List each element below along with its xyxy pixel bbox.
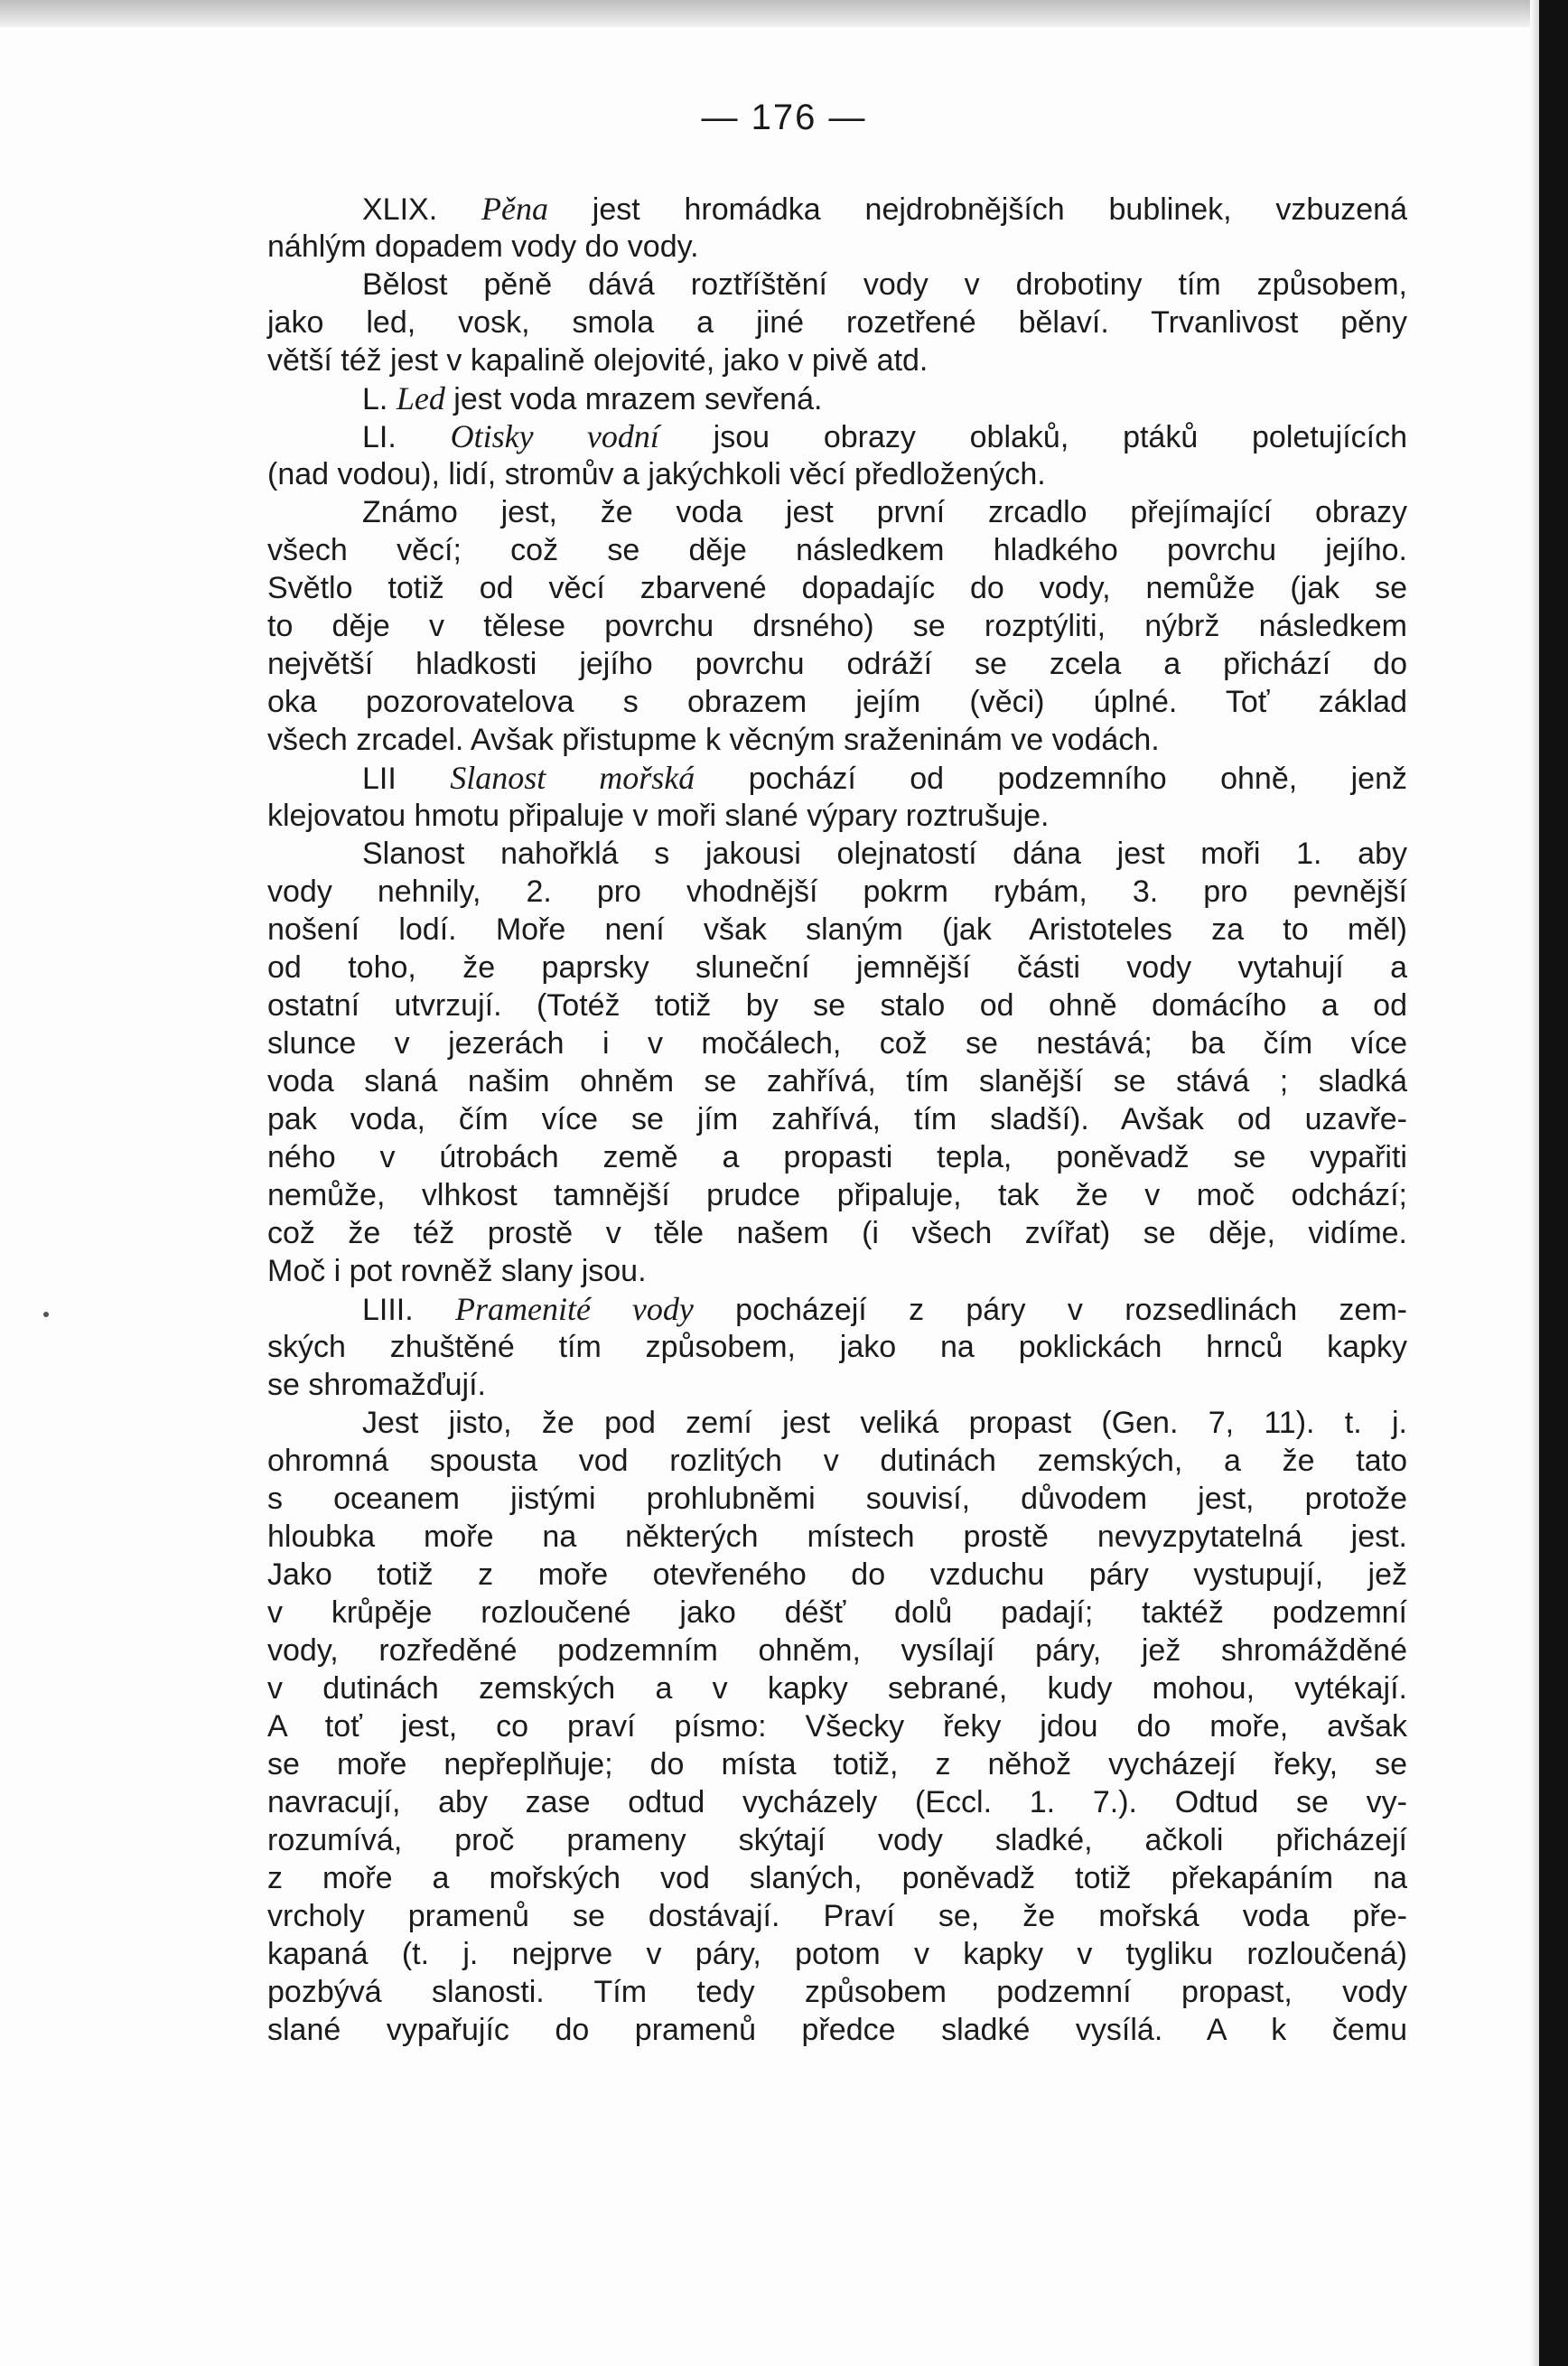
text-line bbox=[267, 835, 1407, 873]
line-text: to děje v tělese povrchu drsného) se rozptýliti, nýbrž následkem bbox=[267, 609, 1407, 643]
text-line bbox=[267, 1594, 1407, 1632]
line-text: Jako totiž z moře otevřeného do vzduchu páry vystupují, jež bbox=[267, 1557, 1407, 1592]
text-line bbox=[267, 531, 1407, 569]
italic-term: Slanost mořská bbox=[450, 760, 695, 796]
italic-term: Pramenité vody bbox=[455, 1291, 694, 1327]
text-line bbox=[267, 417, 1407, 455]
scan-edge-shade bbox=[1530, 0, 1539, 2366]
line-text: oka pozorovatelova s obrazem jejím (věci) úplné. Toť základ bbox=[267, 685, 1407, 719]
line-text: voda slaná našim ohněm se zahřívá, tím slanější se stává ; sladká bbox=[267, 1064, 1407, 1099]
text-line bbox=[267, 1669, 1407, 1707]
line-text: ného v útrobách země a propasti tepla, poněvadž se vypařiti bbox=[267, 1140, 1407, 1174]
line-text: jest hromádka nejdrobnějších bublinek, vzbuzená bbox=[547, 192, 1407, 227]
line-text: slané vypařujíc do pramenů předce sladké vysílá. A k čemu bbox=[267, 2013, 1407, 2047]
line-text: pocházejí z páry v rozsedlinách zem- bbox=[693, 1293, 1407, 1327]
text-line bbox=[267, 1480, 1407, 1518]
text-line bbox=[267, 1518, 1407, 1556]
text-line bbox=[267, 1024, 1407, 1062]
line-text: Slanost nahořklá s jakousi olejnatostí dána jest moři 1. aby bbox=[362, 837, 1407, 871]
line-text: Bělost pěně dává roztříštění vody v drobotiny tím způsobem, bbox=[362, 267, 1407, 302]
text-line bbox=[267, 987, 1407, 1024]
text-line bbox=[267, 228, 1407, 266]
text-line bbox=[267, 1062, 1407, 1100]
text-line bbox=[267, 1100, 1407, 1138]
text-line bbox=[267, 1138, 1407, 1176]
italic-term: Otisky vodní bbox=[450, 418, 659, 454]
line-text: ských zhuštěné tím způsobem, jako na poklickách hrnců kapky bbox=[267, 1330, 1407, 1364]
text-line bbox=[267, 759, 1407, 797]
text-line bbox=[267, 1366, 1407, 1404]
line-text: z moře a mořských vod slaných, poněvadž totiž překapáním na bbox=[267, 1861, 1407, 1895]
line-text: což že též prostě v těle našem (i všech zvířat) se děje, vidíme. bbox=[267, 1216, 1407, 1250]
line-text: slunce v jezerách i v močálech, což se nestává; ba čím více bbox=[267, 1026, 1407, 1061]
line-text: klejovatou hmotu připaluje v moři slané výpary roztrušuje. bbox=[267, 799, 1050, 833]
text-line bbox=[267, 1556, 1407, 1594]
line-text: vody nehnily, 2. pro vhodnější pokrm rybám, 3. pro pevnější bbox=[267, 874, 1407, 909]
text-line bbox=[267, 1745, 1407, 1783]
line-text: od toho, že paprsky sluneční jemnější části vody vytahují a bbox=[267, 950, 1407, 985]
line-text: jest voda mrazem sevřená. bbox=[444, 382, 823, 416]
text-line bbox=[267, 1821, 1407, 1859]
text-line bbox=[267, 190, 1407, 228]
line-text: pak voda, čím více se jím zahřívá, tím sladší). Avšak od uzavře- bbox=[267, 1102, 1407, 1136]
line-text: hloubka moře na některých místech prostě nevyzpytatelná jest. bbox=[267, 1520, 1407, 1554]
line-text: větší též jest v kapalině olejovité, jako v pivě atd. bbox=[267, 343, 929, 378]
text-line bbox=[267, 1783, 1407, 1821]
margin-speck bbox=[43, 1312, 49, 1317]
text-line bbox=[267, 1328, 1407, 1366]
line-text: největší hladkosti jejího povrchu odráží se zcela a přichází do bbox=[267, 647, 1407, 681]
text-line bbox=[267, 1442, 1407, 1480]
text-line bbox=[267, 1214, 1407, 1252]
line-text: (nad vodou), lidí, stromův a jakýchkoli věcí předložených. bbox=[267, 457, 1046, 491]
text-line bbox=[267, 569, 1407, 607]
text-line bbox=[267, 341, 1407, 379]
text-line bbox=[267, 1252, 1407, 1290]
italic-term: Led bbox=[396, 380, 445, 416]
line-text: LIII. bbox=[362, 1293, 456, 1327]
italic-term: Pěna bbox=[481, 191, 548, 227]
line-text: Známo jest, že voda jest první zrcadlo přejímající obrazy bbox=[362, 495, 1407, 529]
line-text: vody, rozředěné podzemním ohněm, vysílají páry, jež shromážděné bbox=[267, 1633, 1407, 1668]
line-text: všech zrcadel. Avšak přistupme k věcným sraženinám ve vodách. bbox=[267, 723, 1160, 757]
line-text: s oceanem jistými prohlubněmi souvisí, důvodem jest, protože bbox=[267, 1482, 1407, 1516]
line-text: všech věcí; což se děje následkem hladkého povrchu jejího. bbox=[267, 533, 1407, 567]
line-text: ohromná spousta vod rozlitých v dutinách zemských, a že tato bbox=[267, 1444, 1407, 1478]
line-text: Světlo totiž od věcí zbarvené dopadajíc do vody, nemůže (jak se bbox=[267, 571, 1407, 605]
line-text: náhlým dopadem vody do vody. bbox=[267, 229, 699, 264]
line-text: se moře nepřeplňuje; do místa totiž, z něhož vycházejí řeky, se bbox=[267, 1747, 1407, 1782]
text-line bbox=[267, 1632, 1407, 1669]
text-line bbox=[267, 2011, 1407, 2049]
text-line bbox=[267, 379, 1407, 417]
scan-border-right bbox=[1539, 0, 1568, 2366]
text-line bbox=[267, 873, 1407, 911]
text-line bbox=[267, 1707, 1407, 1745]
text-line bbox=[267, 607, 1407, 645]
text-line bbox=[267, 304, 1407, 341]
text-line bbox=[267, 949, 1407, 987]
text-line bbox=[267, 266, 1407, 304]
text-line bbox=[267, 721, 1407, 759]
line-text: nošení lodí. Moře není však slaným (jak Aristoteles za to měl) bbox=[267, 912, 1407, 947]
line-text: rozumívá, proč prameny skýtají vody sladké, ačkoli přicházejí bbox=[267, 1823, 1407, 1857]
line-text: kapaná (t. j. nejprve v páry, potom v kapky v tygliku rozloučená) bbox=[267, 1937, 1407, 1971]
line-text: jako led, vosk, smola a jiné rozetřené bělaví. Trvanlivost pěny bbox=[267, 305, 1407, 340]
line-text: LI. bbox=[362, 420, 451, 454]
line-text: Moč i pot rovněž slany jsou. bbox=[267, 1254, 647, 1288]
line-text: ostatní utvrzují. (Totéž totiž by se stalo od ohně domácího a od bbox=[267, 988, 1407, 1023]
line-text: pochází od podzemního ohně, jenž bbox=[695, 762, 1407, 796]
line-text: A toť jest, co praví písmo: Všecky řeky jdou do moře, avšak bbox=[267, 1709, 1407, 1744]
text-line bbox=[267, 1290, 1407, 1328]
line-text: v dutinách zemských a v kapky sebrané, kudy mohou, vytékají. bbox=[267, 1671, 1407, 1706]
text-line bbox=[267, 1859, 1407, 1897]
text-line bbox=[267, 683, 1407, 721]
line-text: se shromažďují. bbox=[267, 1368, 486, 1402]
text-line bbox=[267, 1935, 1407, 1973]
text-line bbox=[267, 1404, 1407, 1442]
line-text: XLIX. bbox=[362, 192, 481, 227]
line-text: L. bbox=[362, 382, 397, 416]
text-line bbox=[267, 1897, 1407, 1935]
line-text: v krůpěje rozloučené jako déšť dolů padají; taktéž podzemní bbox=[267, 1595, 1407, 1630]
text-line bbox=[267, 1176, 1407, 1214]
line-text: nemůže, vlhkost tamnější prudce připaluje, tak že v moč odchází; bbox=[267, 1178, 1407, 1212]
text-line bbox=[267, 645, 1407, 683]
text-line bbox=[267, 1973, 1407, 2011]
line-text: LII bbox=[362, 762, 451, 796]
text-line bbox=[267, 493, 1407, 531]
text-line bbox=[267, 455, 1407, 493]
line-text: navracují, aby zase odtud vycházely (Eccl. 1. 7.). Odtud se vy- bbox=[267, 1785, 1407, 1819]
text-line bbox=[267, 797, 1407, 835]
page-number: — 176 — bbox=[701, 98, 867, 137]
line-text: vrcholy pramenů se dostávají. Praví se, že mořská voda pře- bbox=[267, 1899, 1407, 1933]
body-text bbox=[267, 190, 1407, 2049]
line-text: pozbývá slanosti. Tím tedy způsobem podzemní propast, vody bbox=[267, 1975, 1407, 2009]
scan-shadow-top bbox=[0, 0, 1568, 27]
line-text: jsou obrazy oblaků, ptáků poletujících bbox=[658, 420, 1408, 454]
line-text: Jest jisto, že pod zemí jest veliká propast (Gen. 7, 11). t. j. bbox=[362, 1406, 1407, 1440]
text-line bbox=[267, 911, 1407, 949]
